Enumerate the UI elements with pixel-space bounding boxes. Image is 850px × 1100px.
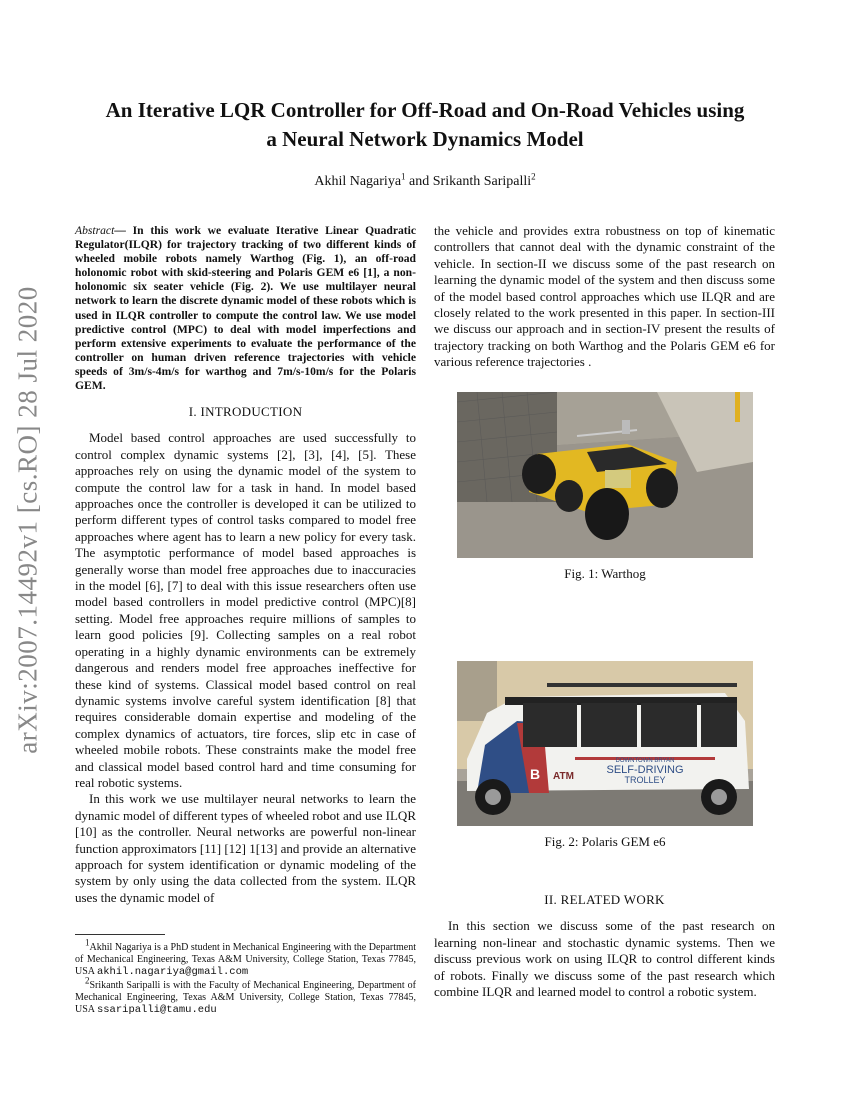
author-1: Akhil Nagariya — [314, 174, 402, 189]
figure-1-caption: Fig. 1: Warthog — [564, 566, 646, 581]
footnote-2-email: ssaripalli@tamu.edu — [96, 1004, 217, 1017]
author-list — [60, 171, 790, 190]
related-work-heading: II. RELATED WORK — [544, 892, 665, 907]
abstract-lead: Abstract — [75, 224, 115, 237]
trolley-text-line-3: TROLLEY — [624, 775, 666, 785]
title-line-1: An Iterative LQR Controller for Off-Road and On-Road Vehicles using — [105, 98, 745, 122]
polaris-gem-image — [457, 661, 753, 826]
footnote-1-email: akhil.nagariya@gmail.com — [96, 966, 249, 979]
figure-2-caption: Fig. 2: Polaris GEM e6 — [544, 834, 666, 849]
related-work-section — [434, 892, 775, 1000]
arxiv-identifier: arXiv:2007.14492v1 [cs.RO] 28 Jul 2020 — [12, 286, 43, 754]
trolley-logo-atm: ATM — [553, 771, 574, 782]
arxiv-side-label — [8, 280, 48, 760]
intro-paragraph-2: In this work we use multilayer neural networks to learn the dynamic model of different types of wheeled robot and use ILQR [10] as the controller. Neural networks are powerful non-linear function approximators [11] [12] 1[13] and provide an alternative approach for system identification or dynamic modeling of the system by only using the data collected from the system. ILQR uses the dynamic model of — [75, 791, 417, 905]
footnote-rule — [75, 934, 165, 935]
introduction-section — [75, 404, 416, 906]
figure-1-warthog-photo — [457, 392, 753, 558]
intro-paragraph-1: Model based control approaches are used successfully to control complex dynamic systems [2], [3], [4], [5]. These approaches rely on using the dynamic model of the system to compute the control law for a task in hand. In model based approaches once the controller is developed it can be utilized to perform different types of control tasks compared to model free approaches where agent has to learn a new policy for every task. The asymptotic performance of model based approaches is generally worse than model free approaches due to inaccuracies in the model [6], [7] to deal with this issue researchers often use model based controllers in model predictive control (MPC)[8] setting. Model free approaches require millions of samples to learn good policies [9]. Collecting samples on a real robot operating in a highly dynamic environments can be extremely dangerous and renders model free approaches ineffective for these kind of systems. Classical model based control on real dynamic systems involve careful system identification [8] that requires considerable domain expertise and modeling of the complex dynamics of actuators, tire forces, slip etc in case of wheeled mobile robots. These constraints make the model free and classical model based control hard and time consuming for real robotic systems. — [75, 430, 416, 790]
warthog-image — [457, 392, 753, 558]
trolley-text-line-1: DOWNTOWN BRYAN — [615, 758, 675, 764]
intro-paragraph-2-continued: the vehicle and provides extra robustness on top of kinematic controllers that cannot deal with the dynamic constraint of the vehicle. In section-II we discuss some of the past research on learning the dynamic model of the system and then discuss some of the model based control approaches which use ILQR and are closely related to the work presented in this paper. In section-III we discuss our approach and in section-IV present the results of trajectory tracking on both Warthog and the Polaris GEM e6 for various reference trajectories . — [434, 223, 775, 370]
introduction-heading: I. INTRODUCTION — [188, 404, 303, 419]
intro-continuation — [434, 223, 775, 371]
related-paragraph-1: In this section we discuss some of the past research on learning non-linear and stochastic dynamic systems. Then we discuss previous work on using ILQR to control different kinds of robots. Finally we discuss some of the past research which combine ILQR and learned model to control a robotic system. — [434, 918, 775, 1000]
footnote-2-text: Srikanth Saripalli is with the Faculty of Mechanical Engineering, Department of Mechanical Engineering, Texas A&M University, College Station, Texas 77845, USA — [75, 980, 416, 1016]
author-conjunction: and — [405, 174, 433, 189]
abstract — [75, 224, 416, 393]
author-1-affil: 1 — [401, 171, 406, 182]
author-2: Srikanth Saripalli — [432, 174, 532, 189]
figure-2-polaris-photo — [457, 661, 753, 826]
trolley-logo-b: B — [530, 766, 541, 782]
trolley-text-line-2: SELF-DRIVING — [606, 764, 684, 776]
abstract-body: — In this work we evaluate Iterative Linear Quadratic Regulator(ILQR) for trajectory tracking of two different kinds of wheeled mobile robots namely Warthog (Fig. 1), an off-road holonomic robot with skid-steering and Polaris GEM e6 [1], a non-holonomic six seater vehicle (Fig. 2). We use multilayer neural network to learn the discrete dynamic model of these robots which is used in ILQR controller to compute the control law. We use model predictive control (MPC) to deal with model imperfections and perform extensive experiments to evaluate the performance of the controller on human driven reference trajectories with vehicle speeds of 3m/s-4m/s for warthog and 7m/s-10m/s for the Polaris GEM. — [75, 224, 416, 393]
footnote-2-mark: 2 — [85, 975, 90, 986]
paper-title — [60, 96, 790, 154]
footnote-1 — [75, 937, 416, 979]
footnote-2 — [75, 975, 416, 1017]
footnote-1-text: Akhil Nagariya is a PhD student in Mechanical Engineering with the Department of Mechanical Engineering, Texas A&M University, College Station, Texas 77845, USA — [75, 942, 416, 978]
footnote-1-mark: 1 — [85, 937, 90, 948]
title-line-2: a Neural Network Dynamics Model — [266, 127, 584, 151]
author-2-affil: 2 — [531, 171, 536, 182]
